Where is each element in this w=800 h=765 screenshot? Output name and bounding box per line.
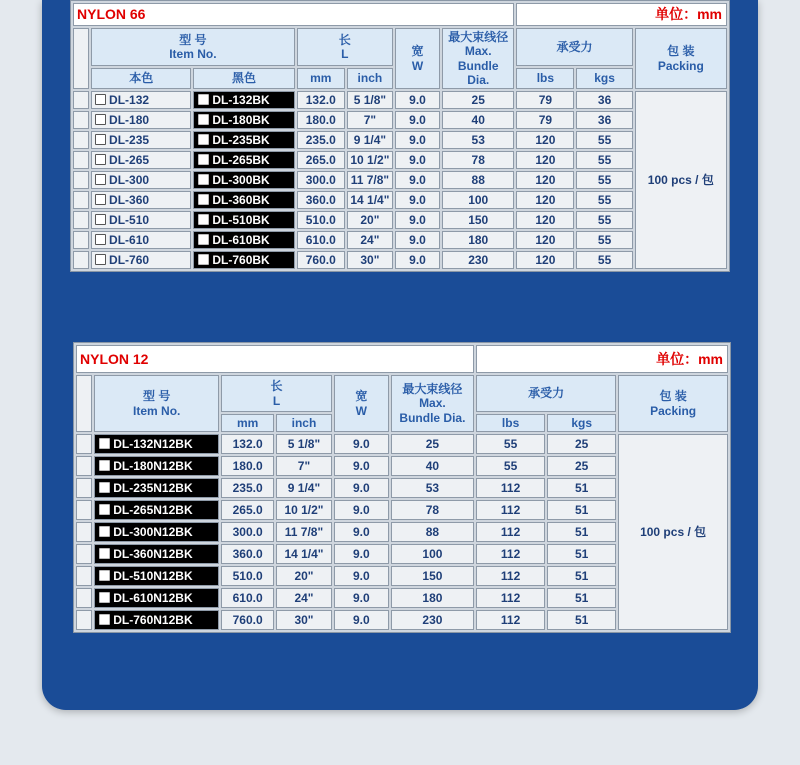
- checkbox[interactable]: [99, 592, 110, 603]
- checkbox[interactable]: [99, 482, 110, 493]
- bundle-dia: 180: [391, 588, 474, 608]
- width: 9.0: [395, 211, 440, 229]
- nylon12-spec-table: [73, 342, 731, 633]
- black-item[interactable]: [193, 231, 294, 249]
- checkbox[interactable]: [95, 174, 106, 185]
- item-code: DL-235: [109, 132, 150, 147]
- natural-item[interactable]: [91, 231, 191, 249]
- unit-label: 单位：mm: [476, 345, 728, 373]
- width: 9.0: [395, 111, 440, 129]
- length-inch: 10 1/2": [276, 500, 332, 520]
- bundle-dia: 78: [391, 500, 474, 520]
- row-spacer: [73, 131, 89, 149]
- item-code: DL-265: [109, 152, 150, 167]
- natural-item[interactable]: [91, 91, 191, 109]
- width: 9.0: [334, 500, 389, 520]
- item-code: DL-360: [109, 192, 150, 207]
- tensile-kgs: 51: [547, 588, 616, 608]
- table-row: [73, 231, 727, 249]
- width: 9.0: [395, 251, 440, 269]
- width: 9.0: [334, 566, 389, 586]
- tensile-kgs: 25: [547, 456, 616, 476]
- header-bundle-dia: 最大束线径 Max. Bundle Dia.: [391, 375, 474, 432]
- checkbox[interactable]: [99, 526, 110, 537]
- tensile-lbs: 120: [516, 231, 574, 249]
- header-spacer: [73, 28, 89, 89]
- item-code: DL-360N12BK: [113, 546, 193, 561]
- item-code: DL-510: [109, 212, 150, 227]
- header-width: 宽 W: [334, 375, 389, 432]
- length-mm: 300.0: [297, 171, 345, 189]
- table-row: [73, 191, 727, 209]
- black-item[interactable]: [94, 544, 219, 564]
- bundle-dia: 53: [442, 131, 514, 149]
- bundle-dia: 40: [442, 111, 514, 129]
- black-item[interactable]: [193, 131, 294, 149]
- row-spacer: [76, 566, 92, 586]
- tensile-lbs: 55: [476, 456, 545, 476]
- item-code: DL-300BK: [212, 172, 270, 187]
- item-code: DL-760N12BK: [113, 612, 193, 627]
- header-packing: 包 装 Packing: [618, 375, 728, 432]
- header-item-no: 型 号 Item No.: [91, 28, 295, 66]
- natural-item[interactable]: [91, 171, 191, 189]
- length-inch: 24": [276, 588, 332, 608]
- bundle-dia: 40: [391, 456, 474, 476]
- header-tensile: 承受力: [516, 28, 632, 66]
- bundle-dia: 88: [442, 171, 514, 189]
- tensile-lbs: 120: [516, 151, 574, 169]
- table-row: [73, 211, 727, 229]
- width: 9.0: [395, 91, 440, 109]
- header-bundle-dia: 最大束线径 Max. Bundle Dia.: [442, 28, 514, 89]
- row-spacer: [73, 211, 89, 229]
- item-code: DL-300: [109, 172, 150, 187]
- length-mm: 180.0: [221, 456, 274, 476]
- header-spacer: [76, 375, 92, 432]
- item-code: DL-510BK: [212, 212, 270, 227]
- checkbox[interactable]: [99, 548, 110, 559]
- tensile-lbs: 112: [476, 522, 545, 542]
- item-code: DL-760BK: [212, 252, 270, 267]
- nylon66-spec-table: [70, 0, 730, 272]
- tensile-kgs: 51: [547, 566, 616, 586]
- black-item[interactable]: [193, 151, 294, 169]
- header-packing: 包 装 Packing: [635, 28, 727, 89]
- checkbox[interactable]: [99, 614, 110, 625]
- black-item[interactable]: [193, 251, 294, 269]
- length-mm: 235.0: [297, 131, 345, 149]
- header-lbs: lbs: [476, 414, 545, 432]
- header-kgs: kgs: [576, 68, 632, 89]
- item-code: DL-760: [109, 252, 150, 267]
- width: 9.0: [334, 610, 389, 630]
- width: 9.0: [395, 151, 440, 169]
- width: 9.0: [334, 588, 389, 608]
- length-inch: 10 1/2": [347, 151, 393, 169]
- tensile-kgs: 36: [576, 111, 632, 129]
- item-code: DL-180: [109, 112, 150, 127]
- item-code: DL-610BK: [212, 232, 270, 247]
- length-inch: 5 1/8": [347, 91, 393, 109]
- row-spacer: [76, 588, 92, 608]
- header-tensile: 承受力: [476, 375, 616, 412]
- tensile-lbs: 112: [476, 478, 545, 498]
- tensile-lbs: 120: [516, 211, 574, 229]
- length-mm: 180.0: [297, 111, 345, 129]
- checkbox[interactable]: [99, 504, 110, 515]
- row-spacer: [73, 91, 89, 109]
- length-mm: 265.0: [297, 151, 345, 169]
- item-code: DL-235BK: [212, 132, 270, 147]
- row-spacer: [73, 171, 89, 189]
- bundle-dia: 88: [391, 522, 474, 542]
- natural-item[interactable]: [91, 151, 191, 169]
- tensile-lbs: 79: [516, 111, 574, 129]
- row-spacer: [76, 544, 92, 564]
- bundle-dia: 78: [442, 151, 514, 169]
- row-spacer: [73, 231, 89, 249]
- tensile-lbs: 120: [516, 131, 574, 149]
- item-code: DL-180BK: [212, 112, 270, 127]
- bundle-dia: 230: [391, 610, 474, 630]
- length-inch: 20": [347, 211, 393, 229]
- checkbox[interactable]: [99, 438, 110, 449]
- checkbox[interactable]: [95, 254, 106, 265]
- tensile-lbs: 112: [476, 588, 545, 608]
- black-item[interactable]: [94, 522, 219, 542]
- header-length: 长 L: [297, 28, 393, 66]
- row-spacer: [73, 111, 89, 129]
- tensile-kgs: 36: [576, 91, 632, 109]
- checkbox[interactable]: [198, 94, 209, 105]
- length-inch: 11 7/8": [347, 171, 393, 189]
- width: 9.0: [395, 231, 440, 249]
- length-mm: 510.0: [221, 566, 274, 586]
- black-item[interactable]: [193, 191, 294, 209]
- row-spacer: [76, 610, 92, 630]
- row-spacer: [76, 522, 92, 542]
- item-code: DL-610: [109, 232, 150, 247]
- tensile-lbs: 120: [516, 191, 574, 209]
- tensile-lbs: 112: [476, 610, 545, 630]
- black-item[interactable]: [94, 500, 219, 520]
- length-inch: 11 7/8": [276, 522, 332, 542]
- length-mm: 360.0: [221, 544, 274, 564]
- bundle-dia: 25: [442, 91, 514, 109]
- checkbox[interactable]: [198, 174, 209, 185]
- header-natural: 本色: [91, 68, 191, 89]
- item-code: DL-235N12BK: [113, 480, 193, 495]
- black-item[interactable]: [94, 566, 219, 586]
- tensile-kgs: 55: [576, 171, 632, 189]
- length-mm: 760.0: [297, 251, 345, 269]
- table-row: [73, 151, 727, 169]
- checkbox[interactable]: [95, 114, 106, 125]
- width: 9.0: [395, 131, 440, 149]
- length-inch: 30": [347, 251, 393, 269]
- bundle-dia: 100: [442, 191, 514, 209]
- header-length: 长 L: [221, 375, 332, 412]
- bundle-dia: 100: [391, 544, 474, 564]
- checkbox[interactable]: [95, 234, 106, 245]
- tensile-lbs: 120: [516, 171, 574, 189]
- length-mm: 132.0: [221, 434, 274, 454]
- header-lbs: lbs: [516, 68, 574, 89]
- bundle-dia: 180: [442, 231, 514, 249]
- table-row: [76, 434, 728, 454]
- row-spacer: [73, 151, 89, 169]
- black-item[interactable]: [193, 171, 294, 189]
- tensile-lbs: 55: [476, 434, 545, 454]
- bundle-dia: 150: [391, 566, 474, 586]
- tensile-kgs: 55: [576, 191, 632, 209]
- packing-value: 100 pcs / 包: [635, 91, 727, 269]
- length-mm: 360.0: [297, 191, 345, 209]
- checkbox[interactable]: [198, 194, 209, 205]
- checkbox[interactable]: [198, 134, 209, 145]
- tensile-lbs: 79: [516, 91, 574, 109]
- tensile-kgs: 55: [576, 131, 632, 149]
- length-inch: 20": [276, 566, 332, 586]
- natural-item[interactable]: [91, 211, 191, 229]
- width: 9.0: [334, 544, 389, 564]
- length-mm: 235.0: [221, 478, 274, 498]
- tensile-lbs: 120: [516, 251, 574, 269]
- tensile-kgs: 25: [547, 434, 616, 454]
- black-item[interactable]: [94, 478, 219, 498]
- header-inch: inch: [347, 68, 393, 89]
- natural-item[interactable]: [91, 131, 191, 149]
- checkbox[interactable]: [95, 154, 106, 165]
- tensile-lbs: 112: [476, 500, 545, 520]
- length-mm: 265.0: [221, 500, 274, 520]
- bundle-dia: 25: [391, 434, 474, 454]
- length-mm: 610.0: [297, 231, 345, 249]
- item-code: DL-132N12BK: [113, 436, 193, 451]
- length-inch: 9 1/4": [276, 478, 332, 498]
- table-title: NYLON 66: [73, 3, 514, 26]
- header-black: 黑色: [193, 68, 294, 89]
- bundle-dia: 230: [442, 251, 514, 269]
- tensile-kgs: 51: [547, 478, 616, 498]
- bundle-dia: 53: [391, 478, 474, 498]
- tensile-lbs: 112: [476, 566, 545, 586]
- row-spacer: [76, 456, 92, 476]
- length-inch: 5 1/8": [276, 434, 332, 454]
- length-inch: 30": [276, 610, 332, 630]
- tensile-kgs: 55: [576, 151, 632, 169]
- length-mm: 300.0: [221, 522, 274, 542]
- tensile-lbs: 112: [476, 544, 545, 564]
- black-item[interactable]: [94, 434, 219, 454]
- tensile-kgs: 51: [547, 610, 616, 630]
- header-mm: mm: [297, 68, 345, 89]
- width: 9.0: [395, 171, 440, 189]
- tensile-kgs: 55: [576, 251, 632, 269]
- row-spacer: [76, 478, 92, 498]
- bundle-dia: 150: [442, 211, 514, 229]
- width: 9.0: [334, 522, 389, 542]
- black-item[interactable]: [94, 456, 219, 476]
- checkbox[interactable]: [198, 234, 209, 245]
- length-mm: 760.0: [221, 610, 274, 630]
- row-spacer: [73, 251, 89, 269]
- checkbox[interactable]: [198, 154, 209, 165]
- black-item[interactable]: [193, 91, 294, 109]
- item-code: DL-300N12BK: [113, 524, 193, 539]
- header-item-no: 型 号 Item No.: [94, 375, 219, 432]
- black-item[interactable]: [193, 211, 294, 229]
- width: 9.0: [334, 456, 389, 476]
- checkbox[interactable]: [99, 460, 110, 471]
- row-spacer: [76, 500, 92, 520]
- black-item[interactable]: [94, 610, 219, 630]
- item-code: DL-132: [109, 92, 150, 107]
- header-inch: inch: [276, 414, 332, 432]
- table-row: [73, 171, 727, 189]
- tensile-kgs: 51: [547, 500, 616, 520]
- table-row: [73, 251, 727, 269]
- checkbox[interactable]: [99, 570, 110, 581]
- checkbox[interactable]: [95, 94, 106, 105]
- row-spacer: [73, 191, 89, 209]
- checkbox[interactable]: [95, 214, 106, 225]
- header-width: 宽 W: [395, 28, 440, 89]
- tensile-kgs: 51: [547, 522, 616, 542]
- length-mm: 610.0: [221, 588, 274, 608]
- length-inch: 7": [276, 456, 332, 476]
- item-code: DL-510N12BK: [113, 568, 193, 583]
- table-title: NYLON 12: [76, 345, 474, 373]
- length-inch: 24": [347, 231, 393, 249]
- length-inch: 14 1/4": [276, 544, 332, 564]
- item-code: DL-610N12BK: [113, 590, 193, 605]
- item-code: DL-132BK: [212, 92, 270, 107]
- header-mm: mm: [221, 414, 274, 432]
- checkbox[interactable]: [198, 114, 209, 125]
- natural-item[interactable]: [91, 191, 191, 209]
- length-mm: 510.0: [297, 211, 345, 229]
- table-row: [73, 111, 727, 129]
- checkbox[interactable]: [95, 194, 106, 205]
- checkbox[interactable]: [95, 134, 106, 145]
- item-code: DL-265N12BK: [113, 502, 193, 517]
- table-row: [73, 131, 727, 149]
- tensile-kgs: 55: [576, 211, 632, 229]
- tensile-kgs: 51: [547, 544, 616, 564]
- row-spacer: [76, 434, 92, 454]
- length-inch: 7": [347, 111, 393, 129]
- checkbox[interactable]: [198, 214, 209, 225]
- width: 9.0: [334, 434, 389, 454]
- black-item[interactable]: [94, 588, 219, 608]
- width: 9.0: [334, 478, 389, 498]
- natural-item[interactable]: [91, 111, 191, 129]
- tensile-kgs: 55: [576, 231, 632, 249]
- item-code: DL-360BK: [212, 192, 270, 207]
- checkbox[interactable]: [198, 254, 209, 265]
- length-inch: 14 1/4": [347, 191, 393, 209]
- table-row: [73, 91, 727, 109]
- natural-item[interactable]: [91, 251, 191, 269]
- length-mm: 132.0: [297, 91, 345, 109]
- item-code: DL-180N12BK: [113, 458, 193, 473]
- header-kgs: kgs: [547, 414, 616, 432]
- unit-label: 单位：mm: [516, 3, 727, 26]
- length-inch: 9 1/4": [347, 131, 393, 149]
- black-item[interactable]: [193, 111, 294, 129]
- item-code: DL-265BK: [212, 152, 270, 167]
- packing-value: 100 pcs / 包: [618, 434, 728, 630]
- width: 9.0: [395, 191, 440, 209]
